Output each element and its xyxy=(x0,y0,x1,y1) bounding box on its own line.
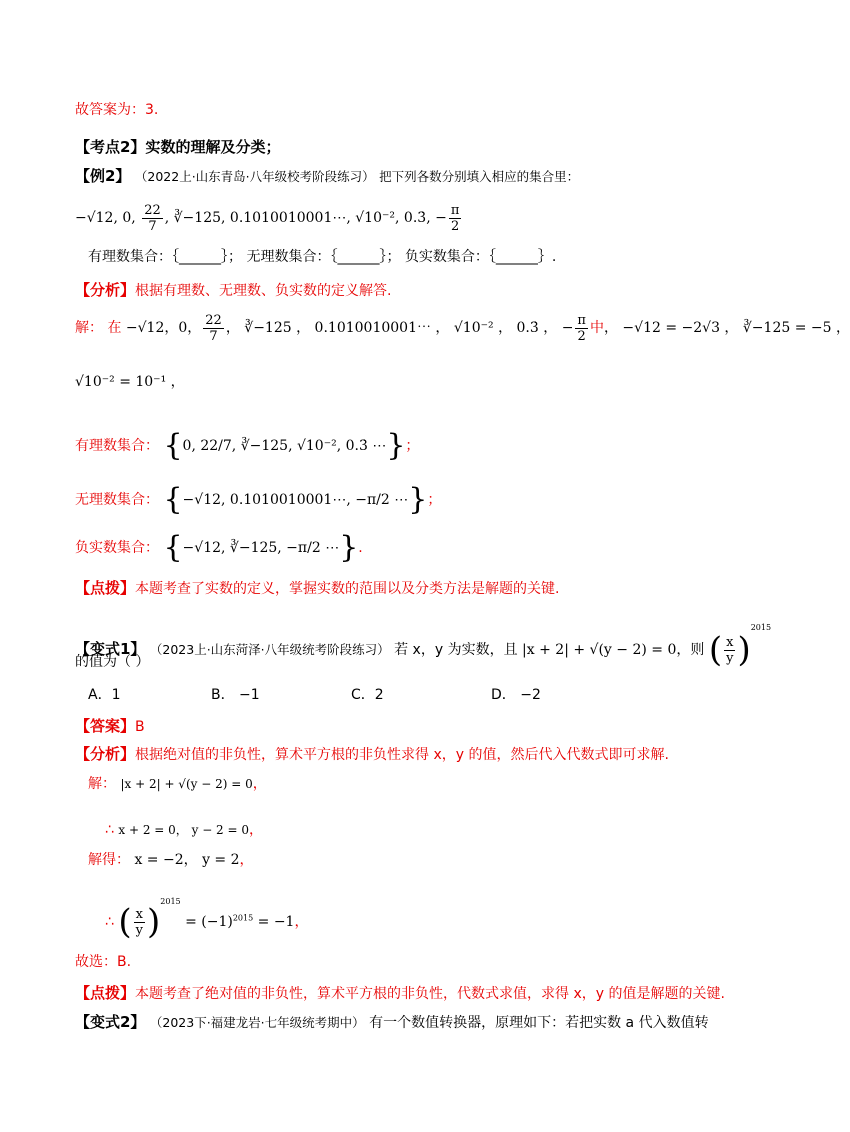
solution-list-a: −√12，0， xyxy=(125,320,202,336)
analysis-v1-tag: 【分析】 xyxy=(75,745,136,763)
negative-set-line: 负实数集合： {−√12, ∛−125, −π/2 ⋯}. xyxy=(75,530,363,565)
solution-v1-line-2: ∴ x + 2 = 0， y − 2 = 0， xyxy=(105,822,264,838)
rational-set-line: 有理数集合： {0, 22/7, ∛−125, √10⁻², 0.3̇ ⋯}； xyxy=(75,428,420,463)
variant-2-source: （2023下·福建龙岩·七年级统考期中） xyxy=(149,1015,365,1030)
example-sets-prompt: 有理数集合：｛______｝； 无理数集合：｛______｝； 负实数集合：｛______｝. xyxy=(88,249,557,265)
solution-v1-line-1: 解： |x + 2| + √(y − 2) = 0， xyxy=(88,776,267,792)
solution-result-a: ， −√12 = −2√3 ， ∛−125 = −5 ， xyxy=(603,320,850,336)
variant-1-exponent: 2015 xyxy=(750,623,772,632)
answer-text: B xyxy=(135,719,145,735)
variant-2-text: 有一个数值转换器，原理如下：若把实数 a 代入数值转 xyxy=(369,1015,709,1031)
variant-1-tail: 的值为（ ） xyxy=(75,654,150,670)
number-zero: 0, xyxy=(122,210,136,226)
variant-1-source: （2023上·山东菏泽·八年级统考阶段练习） xyxy=(149,642,390,657)
variant-2-heading xyxy=(75,1012,709,1033)
variant-1-heading: 【变式1】 （2023上·山东菏泽·八年级统考阶段练习） 若 x，y 为实数，且 |x + 2| + √(y − 2) = 0，则 ( $\frac{x}{y}$ )$^{2015}$ xyxy=(75,623,772,670)
option-b[interactable]: B． −1 xyxy=(211,687,260,703)
solution-2-line-1: 解： 在 −√12，0， $\frac{22}{7}$ ， ∛−125 ， 0.1010010001⋯ ， √10⁻² ， 0.3̇ ， − $\frac{\pi}{2}$ 中， −√12 = −2√3 ， ∛−125 = −5 ， xyxy=(75,312,850,344)
example-prompt: 把下列各数分别填入相应的集合里： xyxy=(379,169,580,184)
analysis-2 xyxy=(75,280,391,301)
answer-tag: 【答案】 xyxy=(75,717,136,735)
negative-label: 负实数集合： xyxy=(75,540,159,556)
choice-v1: 故选：B. xyxy=(75,954,132,970)
variant-2-tag: 【变式2】 xyxy=(75,1013,146,1031)
rational-label: 有理数集合： xyxy=(75,438,159,454)
analysis-tag: 【分析】 xyxy=(75,281,136,299)
option-d[interactable]: D． −2 xyxy=(491,687,541,703)
variant-1-options xyxy=(88,685,688,705)
answer-line: 故答案为：3. xyxy=(75,102,159,118)
analysis-text: 根据有理数、无理数、负实数的定义解答. xyxy=(135,283,392,299)
number-22-over-7: $\frac{22}{7}$ xyxy=(144,202,161,234)
answer-v1 xyxy=(75,716,145,737)
solution-2-line-2 xyxy=(75,372,185,392)
irrational-label: 无理数集合： xyxy=(75,492,159,508)
solution-frac: $\frac{22}{7}$ xyxy=(205,312,222,344)
number-cbrt-neg125: ∛−125 xyxy=(173,210,222,226)
solution-v1-line-3: 解得： x = −2， y = 2， xyxy=(88,852,254,868)
negative-period: . xyxy=(358,540,363,556)
tip-2 xyxy=(75,578,559,599)
section-title: 【考点2】实数的理解及分类； xyxy=(75,138,281,156)
irrational-set: −√12, 0.1010010001⋯, −π/2 ⋯ xyxy=(182,492,409,508)
solution-result-b: √10⁻² = 10⁻¹ ， xyxy=(75,374,185,390)
solution-neg-pi-half: $\frac{\pi}{2}$ xyxy=(577,312,586,344)
rational-set: 0, 22/7, ∛−125, √10⁻², 0.3̇ ⋯ xyxy=(182,438,387,454)
solution-mid-word: 中 xyxy=(589,320,604,336)
tip-tag: 【点拨】 xyxy=(75,579,136,597)
example-numbers: −√12, 0, $\frac{22}{7}$ , ∛−125, 0.1010010001⋯, √10⁻², 0.3̇, − $\frac{\pi}{2}$ xyxy=(75,202,460,234)
example-2-heading xyxy=(75,166,579,187)
rational-semicolon: ； xyxy=(405,438,420,454)
variant-1-condition: |x + 2| + √(y − 2) = 0 xyxy=(522,642,677,658)
analysis-v1 xyxy=(75,744,669,765)
tip-text: 本题考查了实数的定义，掌握实数的范围以及分类方法是解题的关键. xyxy=(135,581,560,597)
irrational-semicolon: ； xyxy=(427,492,442,508)
number-neg-sqrt12: −√12 xyxy=(75,210,114,226)
solution-v1-line-4: ∴ ( $\frac{x}{y}$ )$^{2015} = (-1)^{2015} = -1$， xyxy=(105,897,309,942)
number-neg-pi-sign: − xyxy=(435,210,447,226)
example-source: （2022上·山东青岛·八年级校考阶段练习） xyxy=(134,169,375,184)
number-pi-over-2: $\frac{\pi}{2}$ xyxy=(450,202,460,234)
option-a[interactable]: A．1 xyxy=(88,687,121,703)
solution-intro: 解： 在 xyxy=(75,320,122,336)
number-repeating: 0.3̇ xyxy=(403,210,427,226)
number-sqrt-10-neg2: √10⁻² xyxy=(355,210,396,226)
negative-set: −√12, ∛−125, −π/2 ⋯ xyxy=(182,540,340,556)
option-c[interactable]: C．2 xyxy=(351,687,384,703)
solution-list-b: ， ∛−125 ， 0.1010010001⋯ ， √10⁻² ， 0.3̇ ， xyxy=(225,320,558,336)
example-tag: 【例2】 xyxy=(75,167,131,185)
variant-1-tag: 【变式1】 xyxy=(75,640,146,658)
variant-1-expr: $\frac{x}{y}$ xyxy=(726,634,734,666)
variant-1-stem: 若 x，y 为实数，且 xyxy=(394,642,518,658)
analysis-v1-text: 根据绝对值的非负性，算术平方根的非负性求得 x，y 的值，然后代入代数式即可求解. xyxy=(135,747,669,763)
variant-1-then: ，则 xyxy=(676,642,705,658)
number-nonrepeating: 0.1010010001⋯ xyxy=(229,210,347,226)
tip-v1: 【点拨】本题考查了绝对值的非负性，算术平方根的非负性，代数式求值，求得 x，y 的值是解题的关键. xyxy=(75,984,725,1002)
irrational-set-line: 无理数集合： {−√12, 0.1010010001⋯, −π/2 ⋯}； xyxy=(75,482,442,517)
